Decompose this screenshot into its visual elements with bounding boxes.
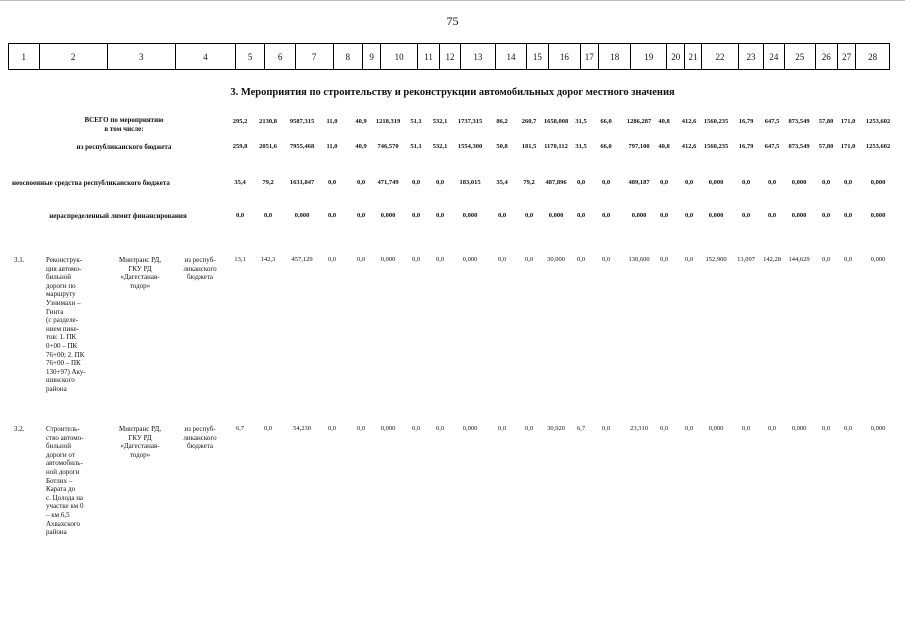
value-cell: 11,0 [326,143,338,150]
column-number-header [8,43,890,70]
section-title: 3. Мероприятия по строительству и реконструкции автомобильных дорог местного значения [230,87,675,98]
value-cell: 0,0 [821,179,831,186]
value-cell: 532,1 [432,143,448,150]
value-cell: 31,5 [575,118,587,125]
value-cell: 16,79 [738,118,754,125]
column-number-cell: 9 [363,44,381,70]
value-cell: 6,7 [235,425,245,432]
value-cell: 152,900 [705,256,727,263]
value-cell: 40,9 [355,118,367,125]
column-number-cell: 11 [417,44,439,70]
value-cell: 0,0 [659,179,669,186]
value-cell: 471,749 [377,179,399,186]
value-cell: 0,000 [294,212,310,219]
value-cell: 0,000 [708,425,724,432]
value-cell: 0,0 [767,212,777,219]
value-cell: 40,9 [355,143,367,150]
value-cell: 0,0 [524,425,534,432]
value-cell: 1286,287 [626,118,652,125]
column-number-cell: 7 [295,44,333,70]
column-number-cell: 6 [265,44,296,70]
value-cell: 0,0 [497,256,507,263]
value-cell: 0,0 [684,179,694,186]
value-cell: 0,0 [411,212,421,219]
value-cell: 0,000 [708,179,724,186]
value-cell: 0,0 [497,212,507,219]
value-cell: 0,0 [601,179,611,186]
value-cell: 0,0 [411,179,421,186]
value-cell: 0,0 [576,212,586,219]
value-cell: 0,0 [411,256,421,263]
value-cell: 0,0 [235,212,245,219]
item-funding-source: из респуб- ликанского бюджета [183,256,217,281]
item-description: Реконструк- ция автомо- бильной дороги по маршруту Узнимахи – Гинта (с разделе- нием пике- тов: 1. ПК 0+00 – ПК 76+00; 2. ПК 76+00 – ПК 130+97) Аку- шинского района [46,256,86,393]
item-funding-source: из респуб- ликанского бюджета [183,425,217,450]
value-cell: 40,8 [658,143,670,150]
value-cell: 746,570 [377,143,399,150]
value-cell: 0,000 [791,425,807,432]
value-cell: 0,0 [576,256,586,263]
value-cell: 0,0 [659,256,669,263]
value-cell: 0,0 [411,425,421,432]
column-number-cell: 14 [496,44,527,70]
value-cell: 2130,8 [259,118,277,125]
column-number-cell: 1 [9,44,40,70]
value-cell: 0,0 [843,179,853,186]
value-cell: 30,000 [547,256,565,263]
value-cell: 0,0 [576,179,586,186]
item-description: Строитель- ство автомо- бильной дороги от автомобиль- ной дороги Ботлих – Карата до с. Цолода на участке км 0 – км 6,5 Ахвахского района [46,425,84,537]
value-cell: 13,1 [234,256,246,263]
value-cell: 0,0 [356,212,366,219]
summary-row-label: из республиканского бюджета [76,143,172,151]
value-cell: 0,000 [462,425,478,432]
value-cell: 1658,008 [543,118,569,125]
value-cell: 31,5 [575,143,587,150]
column-number-cell: 19 [631,44,667,70]
value-cell: 79,2 [523,179,535,186]
value-cell: 0,000 [791,212,807,219]
value-cell: 1253,602 [865,118,891,125]
value-cell: 1554,300 [457,143,483,150]
column-number-cell: 21 [685,44,701,70]
column-number-cell: 4 [175,44,235,70]
value-cell: 0,0 [821,212,831,219]
value-cell: 144,629 [788,256,810,263]
value-cell: 2051,6 [259,143,277,150]
value-cell: 142,3 [260,256,276,263]
value-cell: 412,6 [681,143,697,150]
column-number-cell: 28 [856,44,890,70]
item-number: 3.1. [14,256,25,264]
value-cell: 171,0 [840,143,856,150]
value-cell: 489,187 [628,179,650,186]
value-cell: 57,80 [818,118,834,125]
value-cell: 0,0 [524,212,534,219]
column-number-cell: 13 [460,44,496,70]
value-cell: 0,000 [462,256,478,263]
value-cell: 54,230 [293,425,311,432]
value-cell: 86,2 [496,118,508,125]
value-cell: 0,0 [356,256,366,263]
value-cell: 66,0 [600,143,612,150]
column-number-cell: 22 [701,44,739,70]
value-cell: 0,000 [708,212,724,219]
value-cell: 0,0 [327,212,337,219]
column-number-cell: 16 [549,44,581,70]
item-executor: Минтранс РД, ГКУ РД «Дагестанав- тодор» [119,256,161,290]
value-cell: 1560,235 [703,143,729,150]
value-cell: 23,310 [630,425,648,432]
value-cell: 30,920 [547,425,565,432]
value-cell: 1737,315 [457,118,483,125]
value-cell: 873,549 [788,143,810,150]
value-cell: 0,0 [843,256,853,263]
column-number-cell: 10 [381,44,418,70]
value-cell: 0,0 [435,425,445,432]
value-cell: 6,7 [576,425,586,432]
value-cell: 0,0 [327,179,337,186]
column-number-cell: 25 [785,44,816,70]
value-cell: 50,8 [496,143,508,150]
value-cell: 532,1 [432,118,448,125]
value-cell: 0,0 [821,256,831,263]
value-cell: 0,000 [870,179,886,186]
value-cell: 0,0 [263,212,273,219]
value-cell: 35,4 [234,179,246,186]
value-cell: 0,0 [497,425,507,432]
value-cell: 0,0 [659,425,669,432]
value-cell: 0,000 [548,212,564,219]
value-cell: 40,8 [658,118,670,125]
value-cell: 1218,319 [375,118,401,125]
value-cell: 0,0 [601,212,611,219]
value-cell: 130,600 [628,256,650,263]
value-cell: 0,000 [870,256,886,263]
value-cell: 797,100 [628,143,650,150]
column-number-cell: 8 [333,44,363,70]
column-number-cell: 20 [667,44,685,70]
value-cell: 0,0 [435,179,445,186]
column-number-cell: 27 [837,44,855,70]
column-number-cell: 15 [526,44,548,70]
value-cell: 1631,847 [289,179,315,186]
value-cell: 0,0 [263,425,273,432]
value-cell: 0,0 [684,212,694,219]
column-number-cell: 5 [235,44,265,70]
item-executor: Минтранс РД, ГКУ РД «Дагестанав- тодор» [119,425,161,459]
value-cell: 0,0 [327,425,337,432]
value-cell: 0,0 [843,212,853,219]
value-cell: 0,000 [462,212,478,219]
summary-row-label: неосвоенные средства республиканского бюджета [12,179,170,187]
value-cell: 183,015 [459,179,481,186]
value-cell: 412,6 [681,118,697,125]
column-number-cell: 12 [440,44,460,70]
value-cell: 0,000 [380,425,396,432]
value-cell: 0,0 [601,425,611,432]
value-cell: 0,0 [356,425,366,432]
value-cell: 181,5 [521,143,537,150]
item-number: 3.2. [14,425,25,433]
value-cell: 11,0 [326,118,338,125]
value-cell: 0,0 [356,179,366,186]
value-cell: 57,80 [818,143,834,150]
value-cell: 0,0 [741,212,751,219]
value-cell: 13,097 [737,256,755,263]
value-cell: 295,2 [232,118,248,125]
value-cell: 0,000 [870,425,886,432]
value-cell: 0,0 [684,425,694,432]
value-cell: 0,0 [843,425,853,432]
value-cell: 457,129 [291,256,313,263]
column-number-cell: 24 [763,44,784,70]
column-number-cell: 26 [815,44,837,70]
value-cell: 16,79 [738,143,754,150]
value-cell: 647,5 [764,143,780,150]
value-cell: 0,0 [435,256,445,263]
value-cell: 0,0 [601,256,611,263]
value-cell: 259,8 [232,143,248,150]
value-cell: 873,549 [788,118,810,125]
value-cell: 0,000 [631,212,647,219]
column-number-cell: 17 [580,44,598,70]
value-cell: 0,0 [767,425,777,432]
value-cell: 0,000 [791,179,807,186]
value-cell: 9587,315 [289,118,315,125]
value-cell: 0,000 [380,256,396,263]
value-cell: 0,0 [767,179,777,186]
value-cell: 0,0 [659,212,669,219]
summary-row-label: ВСЕГО по мероприятию в том числе: [84,116,164,133]
value-cell: 487,896 [545,179,567,186]
value-cell: 1170,112 [544,143,568,150]
value-cell: 0,0 [684,256,694,263]
value-cell: 647,5 [764,118,780,125]
value-cell: 1253,602 [865,143,891,150]
value-cell: 260,7 [521,118,537,125]
value-cell: 66,0 [600,118,612,125]
value-cell: 51,1 [410,143,422,150]
value-cell: 79,2 [262,179,274,186]
column-number-cell: 2 [39,44,107,70]
value-cell: 0,000 [870,212,886,219]
value-cell: 0,0 [741,425,751,432]
value-cell: 0,0 [741,179,751,186]
value-cell: 35,4 [496,179,508,186]
value-cell: 51,1 [410,118,422,125]
top-border-line [0,0,905,1]
summary-row-label: нераспределенный лимит финансирования [49,212,187,220]
column-number-cell: 18 [598,44,631,70]
value-cell: 0,0 [821,425,831,432]
value-cell: 142,28 [763,256,781,263]
column-number-cell: 23 [739,44,763,70]
value-cell: 171,0 [840,118,856,125]
value-cell: 0,0 [524,256,534,263]
page-number: 75 [446,14,459,28]
value-cell: 0,000 [380,212,396,219]
value-cell: 0,0 [435,212,445,219]
column-number-cell: 3 [107,44,175,70]
value-cell: 1560,235 [703,118,729,125]
value-cell: 7955,468 [289,143,315,150]
value-cell: 0,0 [327,256,337,263]
